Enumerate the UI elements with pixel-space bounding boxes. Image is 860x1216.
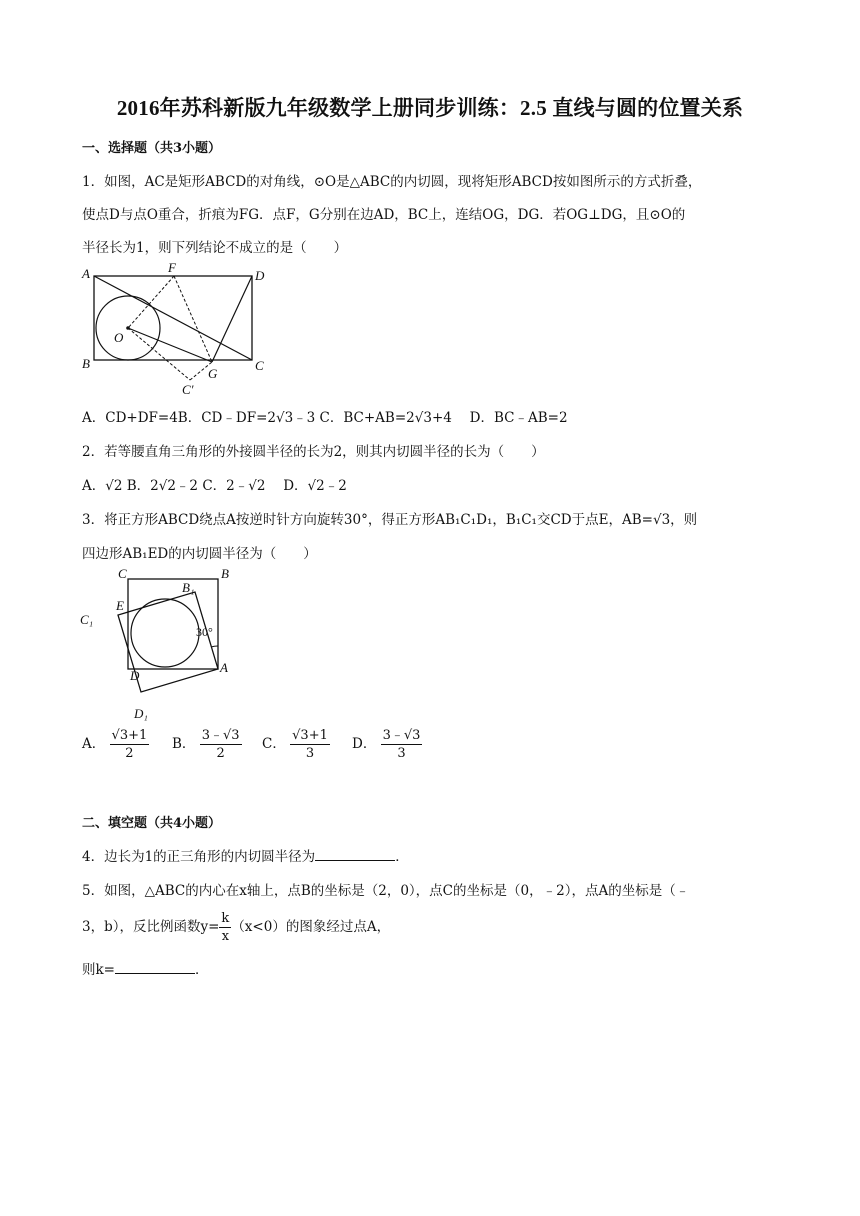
q3-option-d-numerator: 3﹣√3: [382, 728, 421, 743]
q4-end: ．: [395, 849, 409, 865]
label-angle-30: 30°: [196, 625, 213, 639]
q5-line3: [82, 958, 209, 978]
q3-option-c: [262, 727, 330, 762]
section-heading-choice: 一、选择题（共3小题）: [82, 141, 222, 156]
label-b: B: [82, 356, 90, 371]
q5-fraction-denominator: x: [221, 929, 230, 944]
q3-option-a-letter: A．: [82, 736, 106, 752]
label-d1: D₁: [134, 706, 148, 721]
q3-option-b-numerator: 3﹣√3: [201, 728, 240, 743]
q3-option-b: [172, 727, 242, 762]
section-heading-fill: 二、填空题（共4小题）: [82, 816, 222, 831]
label-c1: C₁: [80, 612, 94, 627]
q3-option-c-numerator: √3+1: [292, 728, 328, 743]
q3-option-d: [352, 727, 422, 762]
q3-option-c-denominator: 3: [305, 746, 315, 761]
q3-option-d-fraction: [381, 727, 423, 762]
q4-answer-blank[interactable]: [315, 846, 395, 861]
q5-text-line1: 5．如图，△ABC的内心在x轴上，点B的坐标是（2，0），点C的坐标是（0，﹣2），点A的坐标是（﹣: [82, 883, 690, 899]
q5-fraction-numerator: k: [221, 911, 230, 926]
q3-option-b-denominator: 2: [216, 746, 225, 761]
page-title: 2016年苏科新版九年级数学上册同步训练：2.5 直线与圆的位置关系: [116, 96, 744, 120]
q5-text-line2a: 3，b），反比例函数y=: [82, 919, 220, 935]
q5-fraction-k-over-x: [219, 910, 231, 945]
q3-option-d-letter: D．: [352, 736, 377, 752]
q3-text-line1: 3．将正方形ABCD绕点A按逆时针方向旋转30°，得正方形AB₁C₁D₁，B₁C₁交CD于点E，AB=√3，则: [82, 512, 698, 528]
label-f: F: [168, 260, 176, 275]
label-o: O: [114, 330, 124, 345]
q3-option-a-denominator: 2: [125, 746, 134, 761]
q5-line2: [82, 910, 390, 945]
label-d: D: [130, 668, 140, 683]
q1-text-line1: 1．如图，AC是矩形ABCD的对角线，⊙O是△ABC的内切圆，现将矩形ABCD按如图所示的方式折叠，: [82, 174, 702, 190]
q5-answer-blank[interactable]: [115, 959, 195, 974]
q1-text-line2: 使点D与点O重合，折痕为FG．点F，G分别在边AD，BC上，连结OG，DG．若OG⊥DG，且⊙O的: [82, 207, 686, 223]
q3-option-d-denominator: 3: [397, 746, 406, 761]
q5-end: ．: [195, 962, 209, 978]
q4-line: [82, 845, 409, 865]
q3-option-b-letter: B．: [172, 736, 196, 752]
label-e: E: [116, 598, 124, 613]
q1-options: A．CD+DF=4B．CD﹣DF=2√3﹣3 C．BC+AB=2√3+4 D．BC﹣AB=2: [82, 410, 568, 426]
q3-option-a-fraction: [110, 727, 150, 762]
label-c: C: [118, 566, 127, 581]
q5-text-line2b: （x<0）的图象经过点A，: [231, 919, 391, 935]
label-b1: B₁: [182, 580, 195, 595]
q2-text: 2．若等腰直角三角形的外接圆半径的长为2，则其内切圆半径的长为（ ）: [82, 444, 545, 460]
label-c-prime: C′: [182, 382, 194, 397]
label-d: D: [255, 268, 265, 283]
q4-text: 4．边长为1的正三角形的内切圆半径为: [82, 849, 316, 865]
diagonal-ac: [94, 276, 252, 360]
q3-text-line2: 四边形AB₁ED的内切圆半径为（ ）: [82, 546, 317, 562]
folded-edge-fo: [128, 276, 174, 328]
label-g: G: [208, 366, 218, 381]
q3-option-b-fraction: [200, 727, 242, 762]
q3-option-c-fraction: [290, 727, 330, 762]
label-c: C: [255, 358, 264, 373]
label-b: B: [221, 566, 229, 581]
q5-text-line3: 则k=: [82, 962, 115, 978]
q3-figure: [78, 564, 238, 724]
rotation-angle-arc: [211, 646, 218, 647]
q3-option-c-letter: C．: [262, 736, 286, 752]
q3-option-a: [82, 727, 149, 762]
label-a: A: [220, 660, 228, 675]
q3-option-a-numerator: √3+1: [111, 728, 148, 743]
label-a: A: [82, 266, 90, 281]
q1-text-line3: 半径长为1，则下列结论不成立的是（ ）: [82, 240, 348, 256]
incircle-ab1ed: [131, 599, 199, 667]
q1-figure: [80, 258, 280, 398]
center-point-o: [126, 326, 130, 330]
q2-options: A．√2 B．2√2﹣2 C．2﹣√2 D．√2﹣2: [82, 478, 347, 494]
